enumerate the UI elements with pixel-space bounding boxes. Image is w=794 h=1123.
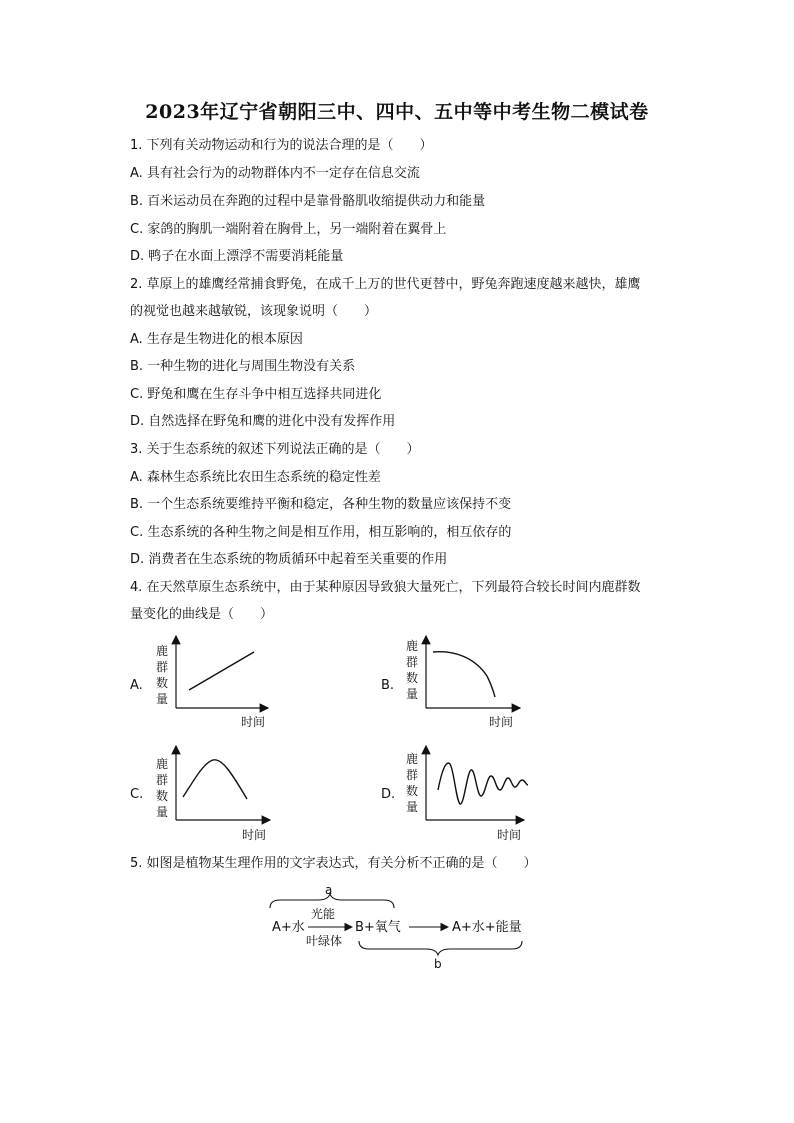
graph-d-letter: D.: [381, 787, 396, 802]
graph-d-ylabel-2: 群: [406, 768, 419, 782]
question-1-option-a: A. 具有社会行为的动物群体内不一定存在信息交流: [130, 166, 420, 181]
graph-b-ylabel-3: 数: [406, 671, 419, 685]
graph-b-curve: [433, 652, 495, 697]
graph-c-ylabel-2: 群: [156, 773, 169, 787]
graph-a-ylabel-2: 群: [156, 660, 169, 674]
graph-d-curve: [438, 763, 528, 804]
graph-d-xlabel: 时间: [497, 828, 522, 842]
graph-c-ylabel-4: 量: [156, 805, 169, 819]
question-2-stem-line2: 的视觉也越来越敏锐，该现象说明（ ）: [130, 304, 378, 319]
question-4-stem-line1: 4. 在天然草原生态系统中，由于某种原因导致狼大量死亡，下列最符合较长时间内鹿群数: [130, 580, 641, 595]
graph-b-ylabel-2: 群: [406, 655, 419, 669]
question-4-stem-line2: 量变化的曲线是（ ）: [130, 607, 274, 622]
graph-c: [130, 746, 270, 842]
photosynthesis-respiration-diagram: [270, 883, 522, 971]
page-title: 2023年辽宁省朝阳三中、四中、五中等中考生物二模试卷: [145, 101, 649, 123]
question-2-option-b: B. 一种生物的进化与周围生物没有关系: [130, 359, 356, 374]
graph-c-letter: C.: [130, 787, 144, 802]
graph-b-ylabel-4: 量: [406, 687, 419, 701]
question-2-option-a: A. 生存是生物进化的根本原因: [130, 332, 303, 347]
graph-a-ylabel-4: 量: [156, 692, 169, 706]
graph-d-ylabel-1: 鹿: [406, 752, 419, 766]
question-5-stem: 5. 如图是植物某生理作用的文字表达式，有关分析不正确的是（ ）: [130, 856, 537, 871]
graph-d-ylabel-4: 量: [406, 800, 419, 814]
graph-c-xlabel: 时间: [242, 828, 267, 842]
graph-c-ylabel-3: 数: [156, 789, 169, 803]
arrow-label-chloroplast: 叶绿体: [306, 934, 343, 948]
graph-d: [381, 746, 528, 842]
graph-b-ylabel-1: 鹿: [406, 639, 419, 653]
graph-d-ylabel-3: 数: [406, 784, 419, 798]
question-1-stem: 1. 下列有关动物运动和行为的说法合理的是（ ）: [130, 138, 433, 153]
graph-a-xlabel: 时间: [241, 715, 266, 729]
graph-a-curve: [189, 652, 254, 690]
graph-a-letter: A.: [130, 678, 143, 693]
question-2-stem-line1: 2. 草原上的雄鹰经常捕食野兔，在成千上万的世代更替中，野兔奔跑速度越来越快，雄鹰: [130, 277, 641, 292]
graph-b: [381, 636, 520, 729]
equation-left: A+水: [272, 920, 305, 935]
question-3-option-c: C. 生态系统的各种生物之间是相互作用，相互影响的，相互依存的: [130, 525, 512, 540]
graph-b-letter: B.: [381, 678, 395, 693]
graph-a-ylabel-3: 数: [156, 676, 169, 690]
question-3-option-d: D. 消费者在生态系统的物质循环中起着至关重要的作用: [130, 552, 448, 567]
question-1-option-d: D. 鸭子在水面上漂浮不需要消耗能量: [130, 249, 344, 264]
graph-c-curve: [183, 760, 247, 799]
question-3-option-a: A. 森林生态系统比农田生态系统的稳定性差: [130, 470, 381, 485]
equation-middle: B+氧气: [355, 920, 401, 935]
brace-label-a: a: [325, 883, 333, 897]
question-1-option-c: C. 家鸽的胸肌一端附着在胸骨上，另一端附着在翼骨上: [130, 222, 447, 237]
question-2-option-c: C. 野兔和鹰在生存斗争中相互选择共同进化: [130, 387, 382, 402]
graph-b-xlabel: 时间: [489, 715, 514, 729]
question-3-option-b: B. 一个生态系统要维持平衡和稳定，各种生物的数量应该保持不变: [130, 497, 512, 512]
question-3-stem: 3. 关于生态系统的叙述下列说法正确的是（ ）: [130, 442, 420, 457]
brace-b: [359, 941, 522, 955]
arrow-label-light-energy: 光能: [311, 907, 336, 921]
question-2-option-d: D. 自然选择在野兔和鹰的进化中没有发挥作用: [130, 414, 396, 429]
question-1-option-b: B. 百米运动员在奔跑的过程中是靠骨骼肌收缩提供动力和能量: [130, 194, 486, 209]
graph-c-ylabel-1: 鹿: [156, 757, 169, 771]
graph-a-ylabel-1: 鹿: [156, 644, 169, 658]
graph-a: [130, 636, 268, 729]
equation-right: A+水+能量: [452, 920, 522, 935]
brace-label-b: b: [434, 957, 442, 971]
